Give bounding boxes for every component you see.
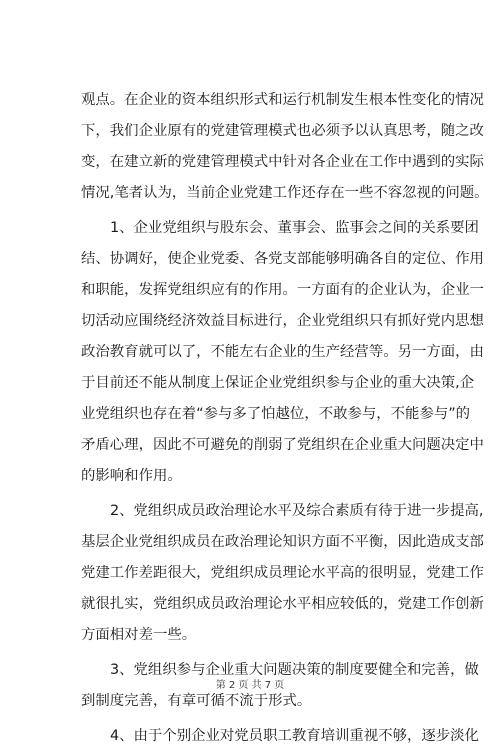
text-line: 1、企业党组织与股东会、董事会、监事会之间的关系要团 [110, 220, 479, 236]
text-line: 情况,笔者认为，当前企业党建工作还存在一些不容忽视的问题。 [81, 185, 489, 201]
text-line: 方面相对差一些。 [81, 627, 197, 643]
text-line: 3、党组织参与企业重大问题决策的制度要健全和完善，做 [110, 662, 479, 678]
text-line: 政治教育就可以了，不能左右企业的生产经营等。另一方面，由 [81, 344, 484, 360]
text-line: 基层企业党组织成员在政治理论知识方面不平衡，因此造成支部 [81, 534, 484, 550]
text-line: 矛盾心理，因此不可避免的削弱了党组织在企业重大问题决定中 [81, 437, 484, 453]
text-line: 的影响和作用。 [81, 468, 182, 484]
text-line: 下，我们企业原有的党建管理模式也必须予以认真思考，随之改 [81, 123, 484, 139]
text-line: 业党组织也存在着“参与多了怕越位，不敢参与，不能参与”的 [81, 406, 471, 422]
text-line: 切活动应围绕经济效益目标进行，企业党组织只有抓好党内思想 [81, 313, 484, 329]
text-line: 党建工作差距很大，党组织成员理论水平高的很明显，党建工作 [81, 565, 484, 581]
text-line: 于目前还不能从制度上保证企业党组织参与企业的重大决策,企 [81, 375, 475, 391]
text-line: 观点。在企业的资本组织形式和运行机制发生根本性变化的情况 [81, 92, 484, 108]
text-line: 和职能，发挥党组织应有的作用。一方面有的企业认为，企业一 [81, 282, 484, 298]
text-line: 2、党组织成员政治理论水平及综合素质有待于进一步提高, [110, 503, 484, 519]
page-number-footer: 第 2 页 共 7 页 [215, 680, 285, 691]
text-line: 4、由于个别企业对党员职工教育培训重视不够，逐步淡化 [110, 728, 479, 744]
text-line: 就很扎实，党组织成员政治理论水平相应较低的，党建工作创新 [81, 596, 484, 612]
text-line: 变，在建立新的党建管理模式中针对各企业在工作中遇到的实际 [81, 154, 484, 170]
text-line: 到制度完善，有章可循不流于形式。 [81, 693, 312, 709]
text-line: 结、协调好，使企业党委、各党支部能够明确各自的定位、作用 [81, 251, 484, 267]
